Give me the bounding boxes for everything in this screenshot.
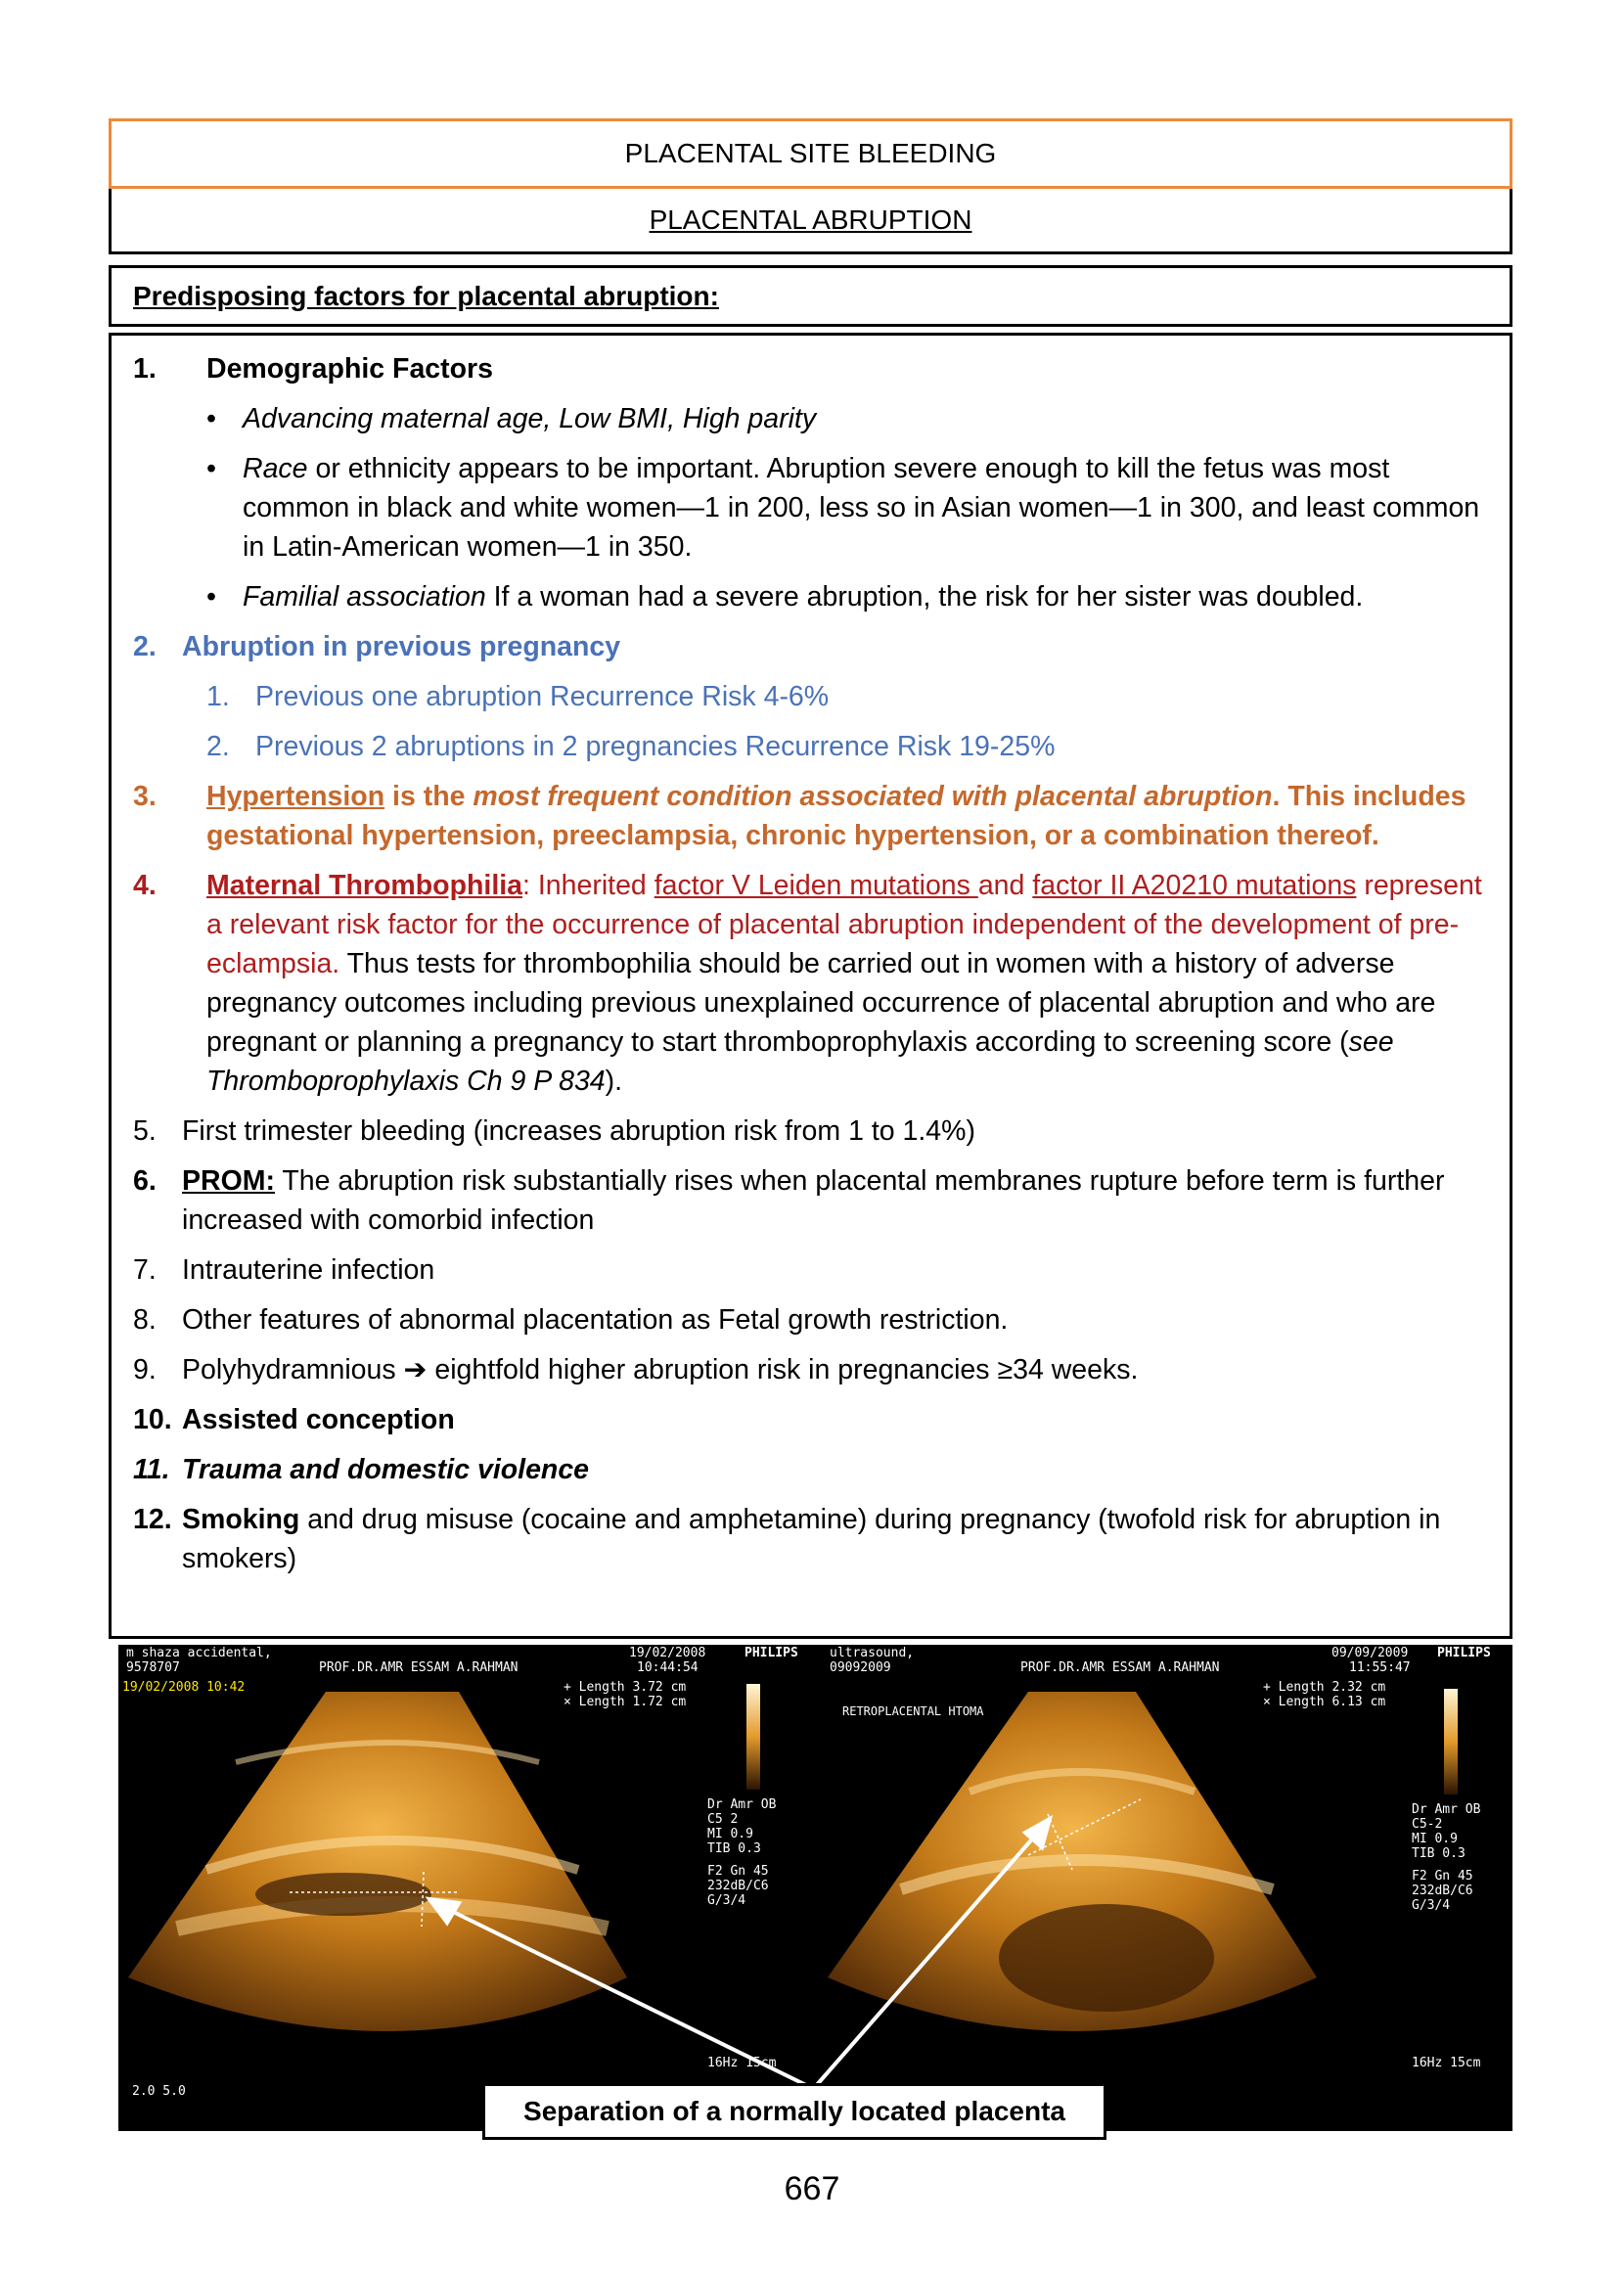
header-title: PLACENTAL SITE BLEEDING	[109, 118, 1512, 189]
us-right-param: 232dB/C6	[1412, 1884, 1473, 1898]
us-right-param: Dr Amr OB	[1412, 1802, 1481, 1817]
us-right-param: MI 0.9	[1412, 1832, 1458, 1846]
us-left-patient: m shaza accidental,	[126, 1646, 272, 1660]
item-text: and	[977, 870, 1033, 901]
item-text: . This includes gestational hypertension, preeclampsia, chronic hypertension, or a combination thereof.	[206, 781, 1466, 851]
ultrasound-images	[118, 1645, 1512, 2131]
item-number: 9.	[133, 1354, 157, 1385]
bullet-item	[206, 399, 1490, 438]
header-subtitle: PLACENTAL ABRUPTION	[109, 189, 1512, 254]
item-number: 2.	[133, 631, 157, 662]
item-number: 10.	[133, 1404, 172, 1435]
item-text: First trimester bleeding (increases abruption risk from 1 to 1.4%)	[182, 1115, 975, 1147]
us-right-brand: PHILIPS	[1437, 1646, 1491, 1660]
us-left-measure-1: + Length 3.72 cm	[564, 1680, 687, 1695]
us-left-param: C5 2	[707, 1812, 739, 1827]
item-text: :	[522, 870, 530, 901]
item-text: ).	[605, 1066, 623, 1097]
item-number: 1.	[133, 353, 157, 385]
sub-item-number: 1.	[206, 681, 230, 712]
item-text: eightfold higher abruption risk in pregnancies ≥34 weeks.	[427, 1354, 1139, 1385]
item-number: 7.	[133, 1254, 157, 1286]
us-right-label: RETROPLACENTAL HTOMA	[842, 1704, 984, 1718]
us-left-id: 9578707	[126, 1660, 180, 1675]
ultrasound-left	[118, 1645, 823, 2131]
item-title: Abruption in previous pregnancy	[182, 631, 621, 662]
sub-item	[206, 677, 1490, 716]
us-right-bottom: 16Hz 15cm	[1412, 2056, 1481, 2070]
list-item-10	[133, 1400, 1490, 1439]
sub-item-text: Previous 2 abruptions in 2 pregnancies Recurrence Risk 19-25%	[255, 731, 1056, 762]
list-item-7	[133, 1250, 1490, 1290]
item-text: Polyhydramnious	[182, 1354, 404, 1385]
bullet-text: Advancing maternal age, Low BMI, High parity	[243, 403, 817, 434]
bullet-icon: •	[206, 581, 216, 613]
item-text: and drug misuse (cocaine and amphetamine) during pregnancy (twofold risk for abruption in smokers)	[182, 1504, 1441, 1574]
bullet-text: or ethnicity appears to be important. Abruption severe enough to kill the fetus was most common in black and white women—1 in 200, less so in Asian women—1 in 300, and least common in Latin-American women—1 in 350.	[243, 453, 1480, 563]
us-left-param: G/3/4	[707, 1893, 746, 1908]
us-left-param: Dr Amr OB	[707, 1797, 777, 1812]
list-item-12	[133, 1500, 1490, 1578]
item-text: is the	[384, 781, 474, 812]
us-left-time: 10:44:54	[637, 1660, 699, 1675]
list-item-4	[133, 866, 1490, 1101]
item-number: 4.	[133, 870, 157, 901]
figure-caption: Separation of a normally located placenta	[482, 2083, 1106, 2140]
item-text: Inherited	[529, 870, 654, 901]
item-number: 12.	[133, 1504, 172, 1535]
list-item-2	[133, 627, 1490, 666]
us-left-param: MI 0.9	[707, 1827, 753, 1841]
item-number: 8.	[133, 1304, 157, 1336]
item-text: Assisted conception	[182, 1404, 455, 1435]
item-text-underlined: factor II A20210 mutations	[1032, 870, 1357, 901]
page-number: 667	[784, 2170, 840, 2207]
bullet-item	[206, 577, 1490, 616]
item-text-italic: see Thromboprophylaxis Ch 9 P 834	[206, 1026, 1394, 1097]
us-left-date: 19/02/2008	[629, 1646, 706, 1660]
us-left-bottom: 16Hz 15cm	[707, 2056, 777, 2070]
list-item-1	[133, 349, 1490, 388]
arrow-right-icon: ➔	[403, 1354, 428, 1385]
item-text-italic: most frequent condition associated with placental abruption	[473, 781, 1273, 812]
us-right-time: 11:55:47	[1349, 1660, 1411, 1675]
bullet-text-italic: Familial association	[243, 581, 486, 613]
us-right-id: 09092009	[830, 1660, 891, 1675]
sub-item-text: Previous one abruption Recurrence Risk 4-6%	[255, 681, 830, 712]
us-left-param: TIB 0.3	[707, 1841, 761, 1856]
bullet-icon: •	[206, 453, 216, 484]
us-right-param: TIB 0.3	[1412, 1846, 1466, 1861]
us-left-doctor: PROF.DR.AMR ESSAM A.RAHMAN	[319, 1660, 519, 1675]
bullet-text: If a woman had a severe abruption, the risk for her sister was doubled.	[485, 581, 1364, 613]
item-text: Other features of abnormal placentation as Fetal growth restriction.	[182, 1304, 1009, 1336]
item-number: 3.	[133, 781, 157, 812]
us-right-color-bar	[1444, 1689, 1458, 1794]
ultrasound-right	[823, 1645, 1512, 2131]
us-left-color-bar	[746, 1684, 760, 1790]
us-right-measure-2: × Length 6.13 cm	[1263, 1695, 1386, 1709]
us-left-param: F2 Gn 45	[707, 1864, 769, 1879]
bullet-icon: •	[206, 403, 216, 434]
us-left-param: 232dB/C6	[707, 1879, 769, 1893]
bullet-text-italic: Race	[243, 453, 308, 484]
us-right-doctor: PROF.DR.AMR ESSAM A.RAHMAN	[1020, 1660, 1220, 1675]
us-left-measure-2: × Length 1.72 cm	[564, 1695, 687, 1709]
us-left-stamp: 19/02/2008 10:42	[122, 1680, 246, 1695]
list-item-5	[133, 1112, 1490, 1151]
sub-item	[206, 727, 1490, 766]
item-keyword: PROM:	[182, 1165, 275, 1197]
item-keyword: Hypertension	[206, 781, 385, 812]
list-item-6	[133, 1161, 1490, 1240]
item-text: Trauma and domestic violence	[182, 1454, 590, 1485]
item-text-underlined: factor V Leiden mutations	[654, 870, 978, 901]
item-number: 11.	[133, 1454, 170, 1485]
item-text: Intrauterine infection	[182, 1254, 435, 1286]
item-keyword: Smoking	[182, 1504, 300, 1535]
section-heading: Predisposing factors for placental abruption:	[109, 265, 1512, 327]
list-item-3	[133, 777, 1490, 855]
us-right-param: C5-2	[1412, 1817, 1443, 1832]
item-text: The abruption risk substantially rises when placental membranes rupture before term is further increased with comorbid infection	[182, 1165, 1445, 1236]
us-left-corner: 2.0 5.0	[132, 2084, 186, 2099]
us-right-patient: ultrasound,	[830, 1646, 915, 1660]
item-keyword: Maternal Thrombophilia	[206, 870, 523, 901]
list-item-8	[133, 1300, 1490, 1339]
us-right-measure-1: + Length 2.32 cm	[1263, 1680, 1386, 1695]
sub-item-number: 2.	[206, 731, 230, 762]
us-right-date: 09/09/2009	[1331, 1646, 1409, 1660]
us-right-param: G/3/4	[1412, 1898, 1451, 1913]
us-right-param: F2 Gn 45	[1412, 1869, 1473, 1884]
list-item-9	[133, 1350, 1490, 1389]
item-number: 5.	[133, 1115, 157, 1147]
bullet-item	[206, 449, 1490, 567]
item-text: represent a relevant risk factor for the occurrence of placental abruption independent of the development of pre-eclampsia.	[206, 870, 1482, 979]
us-left-brand: PHILIPS	[744, 1646, 798, 1660]
item-number: 6.	[133, 1165, 157, 1197]
item-title: Demographic Factors	[206, 353, 493, 385]
item-text: Thus tests for thrombophilia should be carried out in women with a history of adverse pregnancy outcomes including previous unexplained occurrence of placental abruption and who are pregnant or planning a pregnancy to start thromboprophylaxis according to screening score (	[206, 948, 1436, 1058]
list-item-11	[133, 1450, 1490, 1489]
content-list	[109, 333, 1512, 1639]
